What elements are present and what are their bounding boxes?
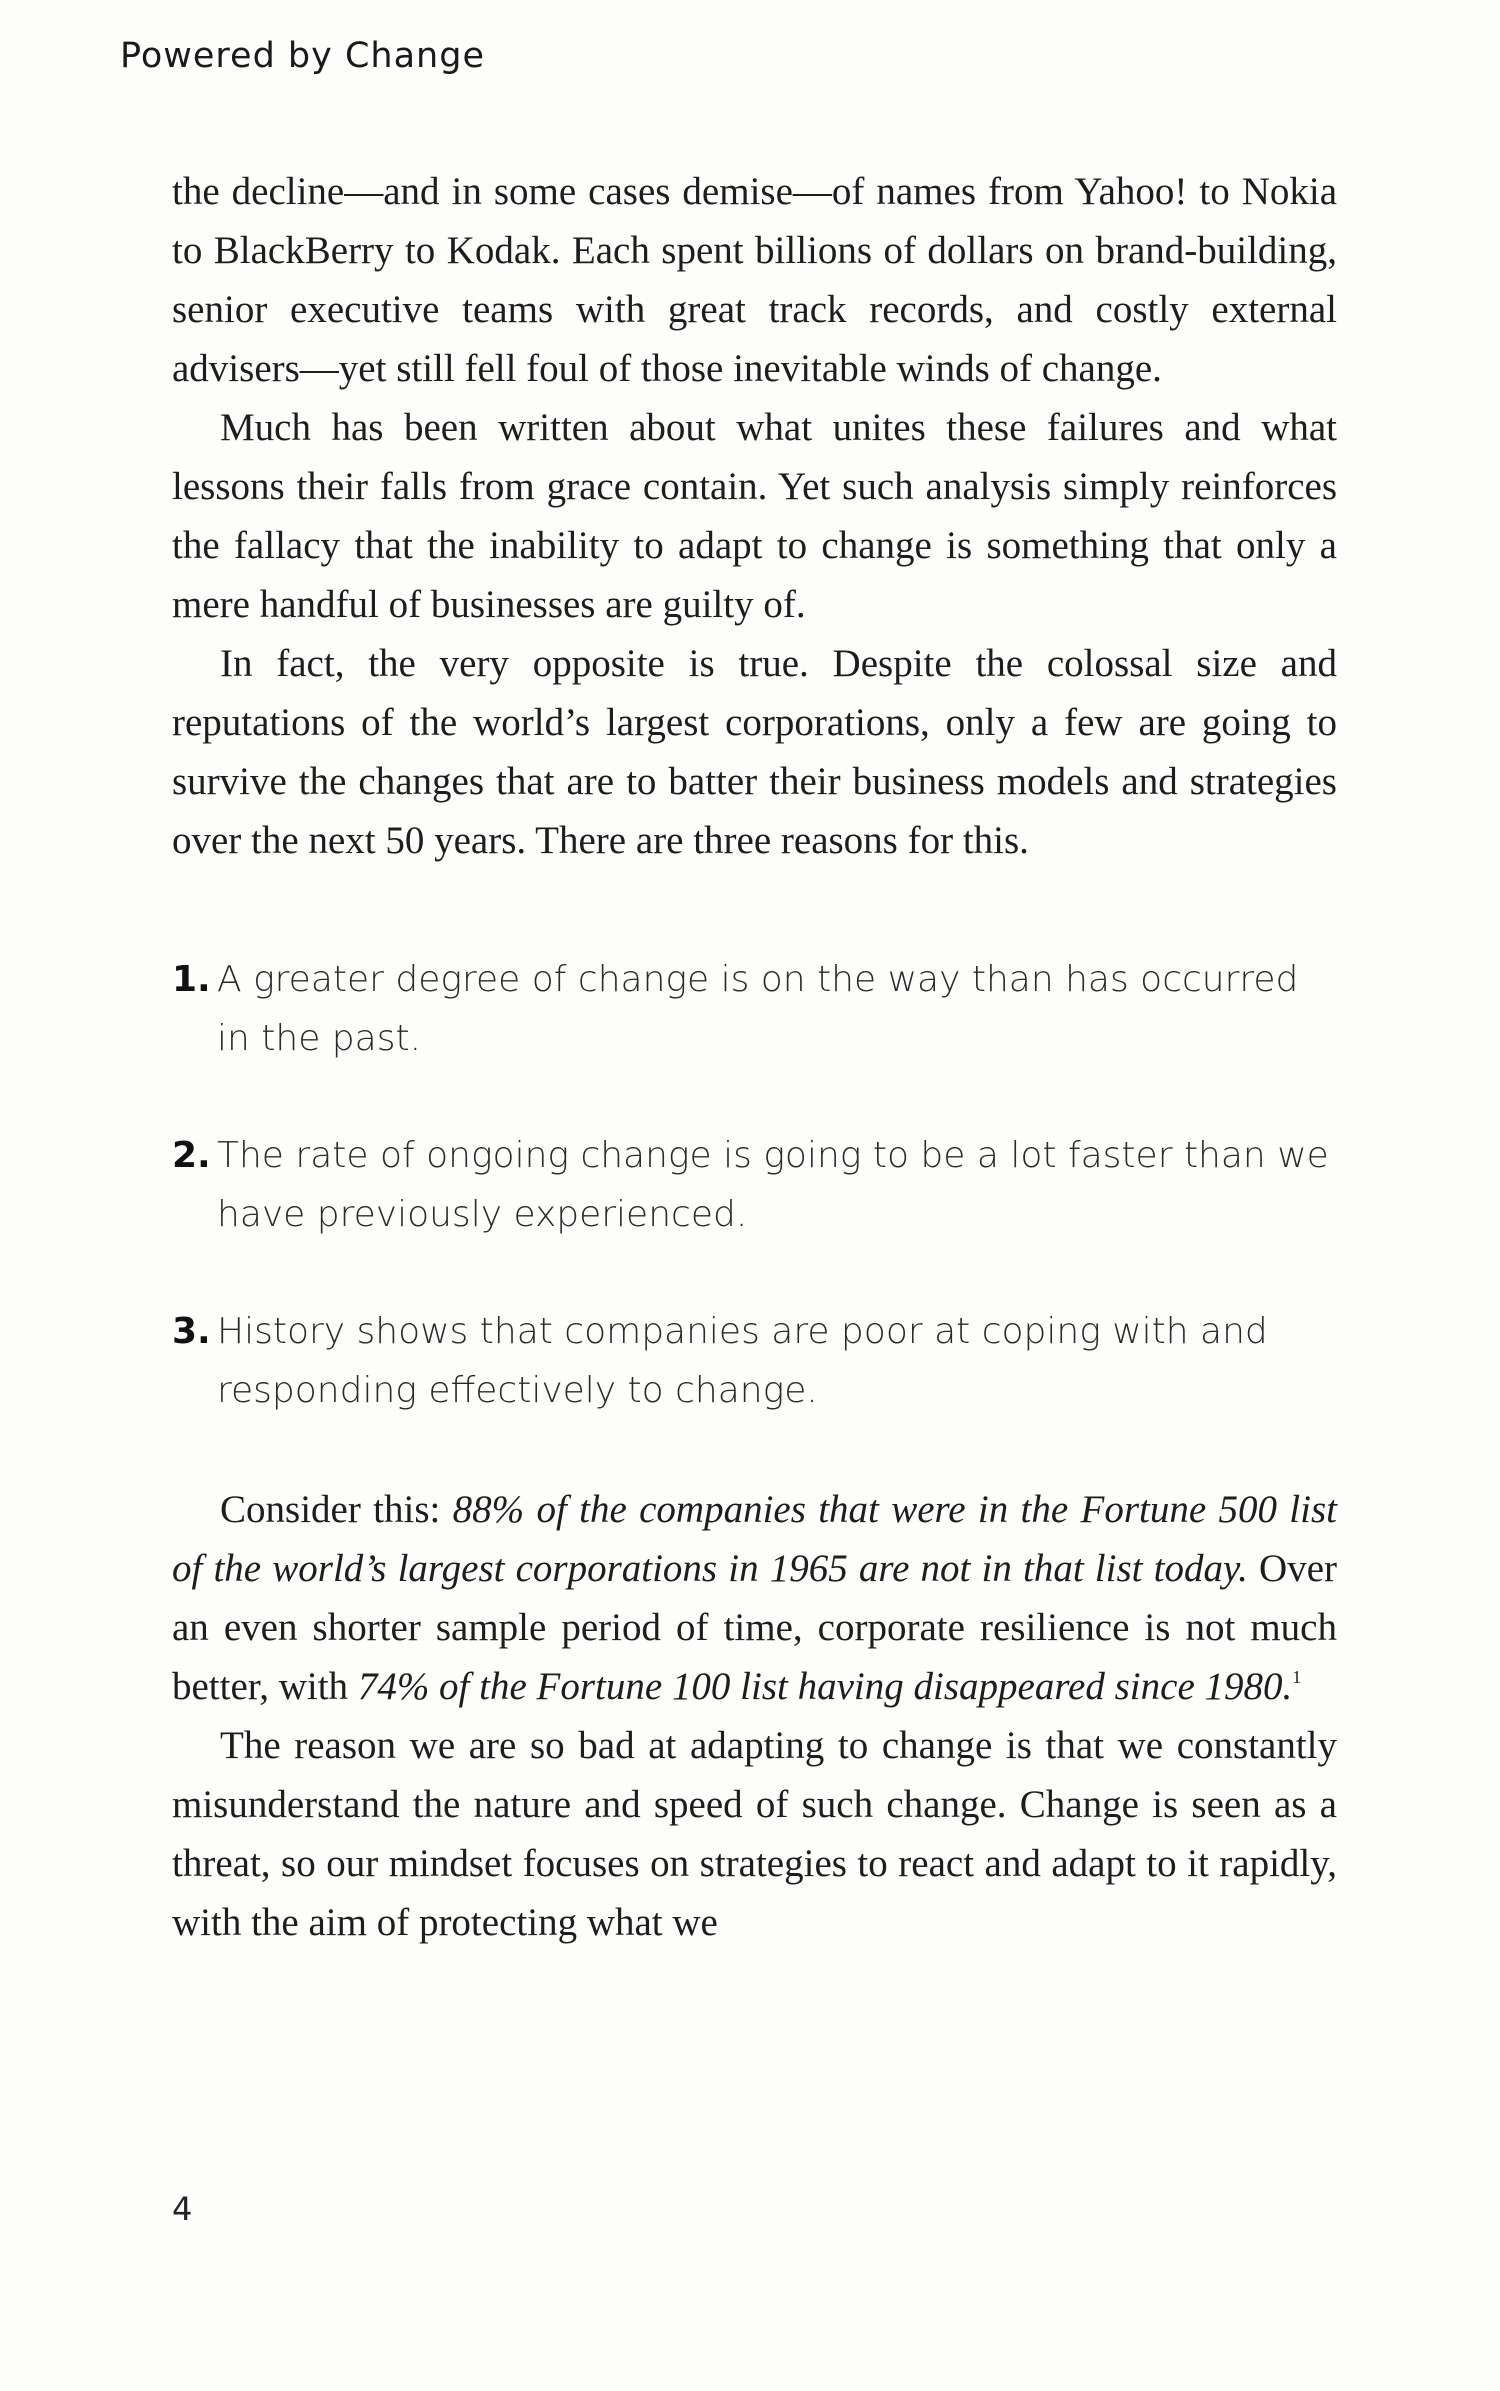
paragraph-consider bbox=[172, 1480, 1337, 1716]
consider-middle: Over an even shorter sample period of time, corporate resilience is not much better, with bbox=[172, 1547, 1337, 1708]
paragraph-failures: Much has been written about what unites these failures and what lessons their falls from grace contain. Yet such analysis simply reinforces the fallacy that the inability to adapt to change is something that only a mere handful of businesses are guilty of. bbox=[172, 406, 1337, 626]
list-item-number: 1. bbox=[172, 959, 211, 1000]
paragraph-continuation: the decline—and in some cases demise—of names from Yahoo! to Nokia to BlackBerry to Kodak. Each spent billions of dollars on brand-building, senior executive teams with great track records, and costly external advisers—yet still fell foul of those inevitable winds of change. bbox=[172, 170, 1337, 390]
running-head: Powered by Change bbox=[120, 36, 485, 76]
list-item bbox=[172, 1302, 1337, 1420]
consider-lead: Consider this: bbox=[220, 1488, 453, 1531]
consider-italic-fortune-500: 88% of the companies that were in the Fortune 500 list of the world’s largest corporations in 1965 are not in that list today. bbox=[172, 1488, 1337, 1590]
paragraph-opposite: In fact, the very opposite is true. Despite the colossal size and reputations of the world’s largest corporations, only a few are going to survive the changes that are to batter their business models and strategies over the next 50 years. There are three reasons for this. bbox=[172, 642, 1337, 862]
list-item bbox=[172, 1126, 1337, 1244]
list-item bbox=[172, 950, 1337, 1068]
paragraph-reason-bad-adapting: The reason we are so bad at adapting to change is that we constantly misunderstand the nature and speed of such change. Change is seen as a threat, so our mindset focuses on strategies to react and adapt to it rapidly, with the aim of protecting what we bbox=[172, 1724, 1337, 1944]
page-body bbox=[172, 162, 1337, 1952]
list-item-text: The rate of ongoing change is going to be a lot faster than we have previously experienced. bbox=[217, 1135, 1329, 1235]
page-number: 4 bbox=[172, 2190, 193, 2228]
reasons-list bbox=[172, 950, 1337, 1420]
list-item-text: A greater degree of change is on the way than has occurred in the past. bbox=[217, 959, 1299, 1059]
list-item-number: 3. bbox=[172, 1311, 211, 1352]
consider-italic-fortune-100: 74% of the Fortune 100 list having disappeared since 1980. bbox=[357, 1665, 1293, 1708]
footnote-reference[interactable]: 1 bbox=[1292, 1667, 1302, 1687]
list-item-text: History shows that companies are poor at coping with and responding effectively to change. bbox=[217, 1311, 1268, 1411]
list-item-number: 2. bbox=[172, 1135, 211, 1176]
